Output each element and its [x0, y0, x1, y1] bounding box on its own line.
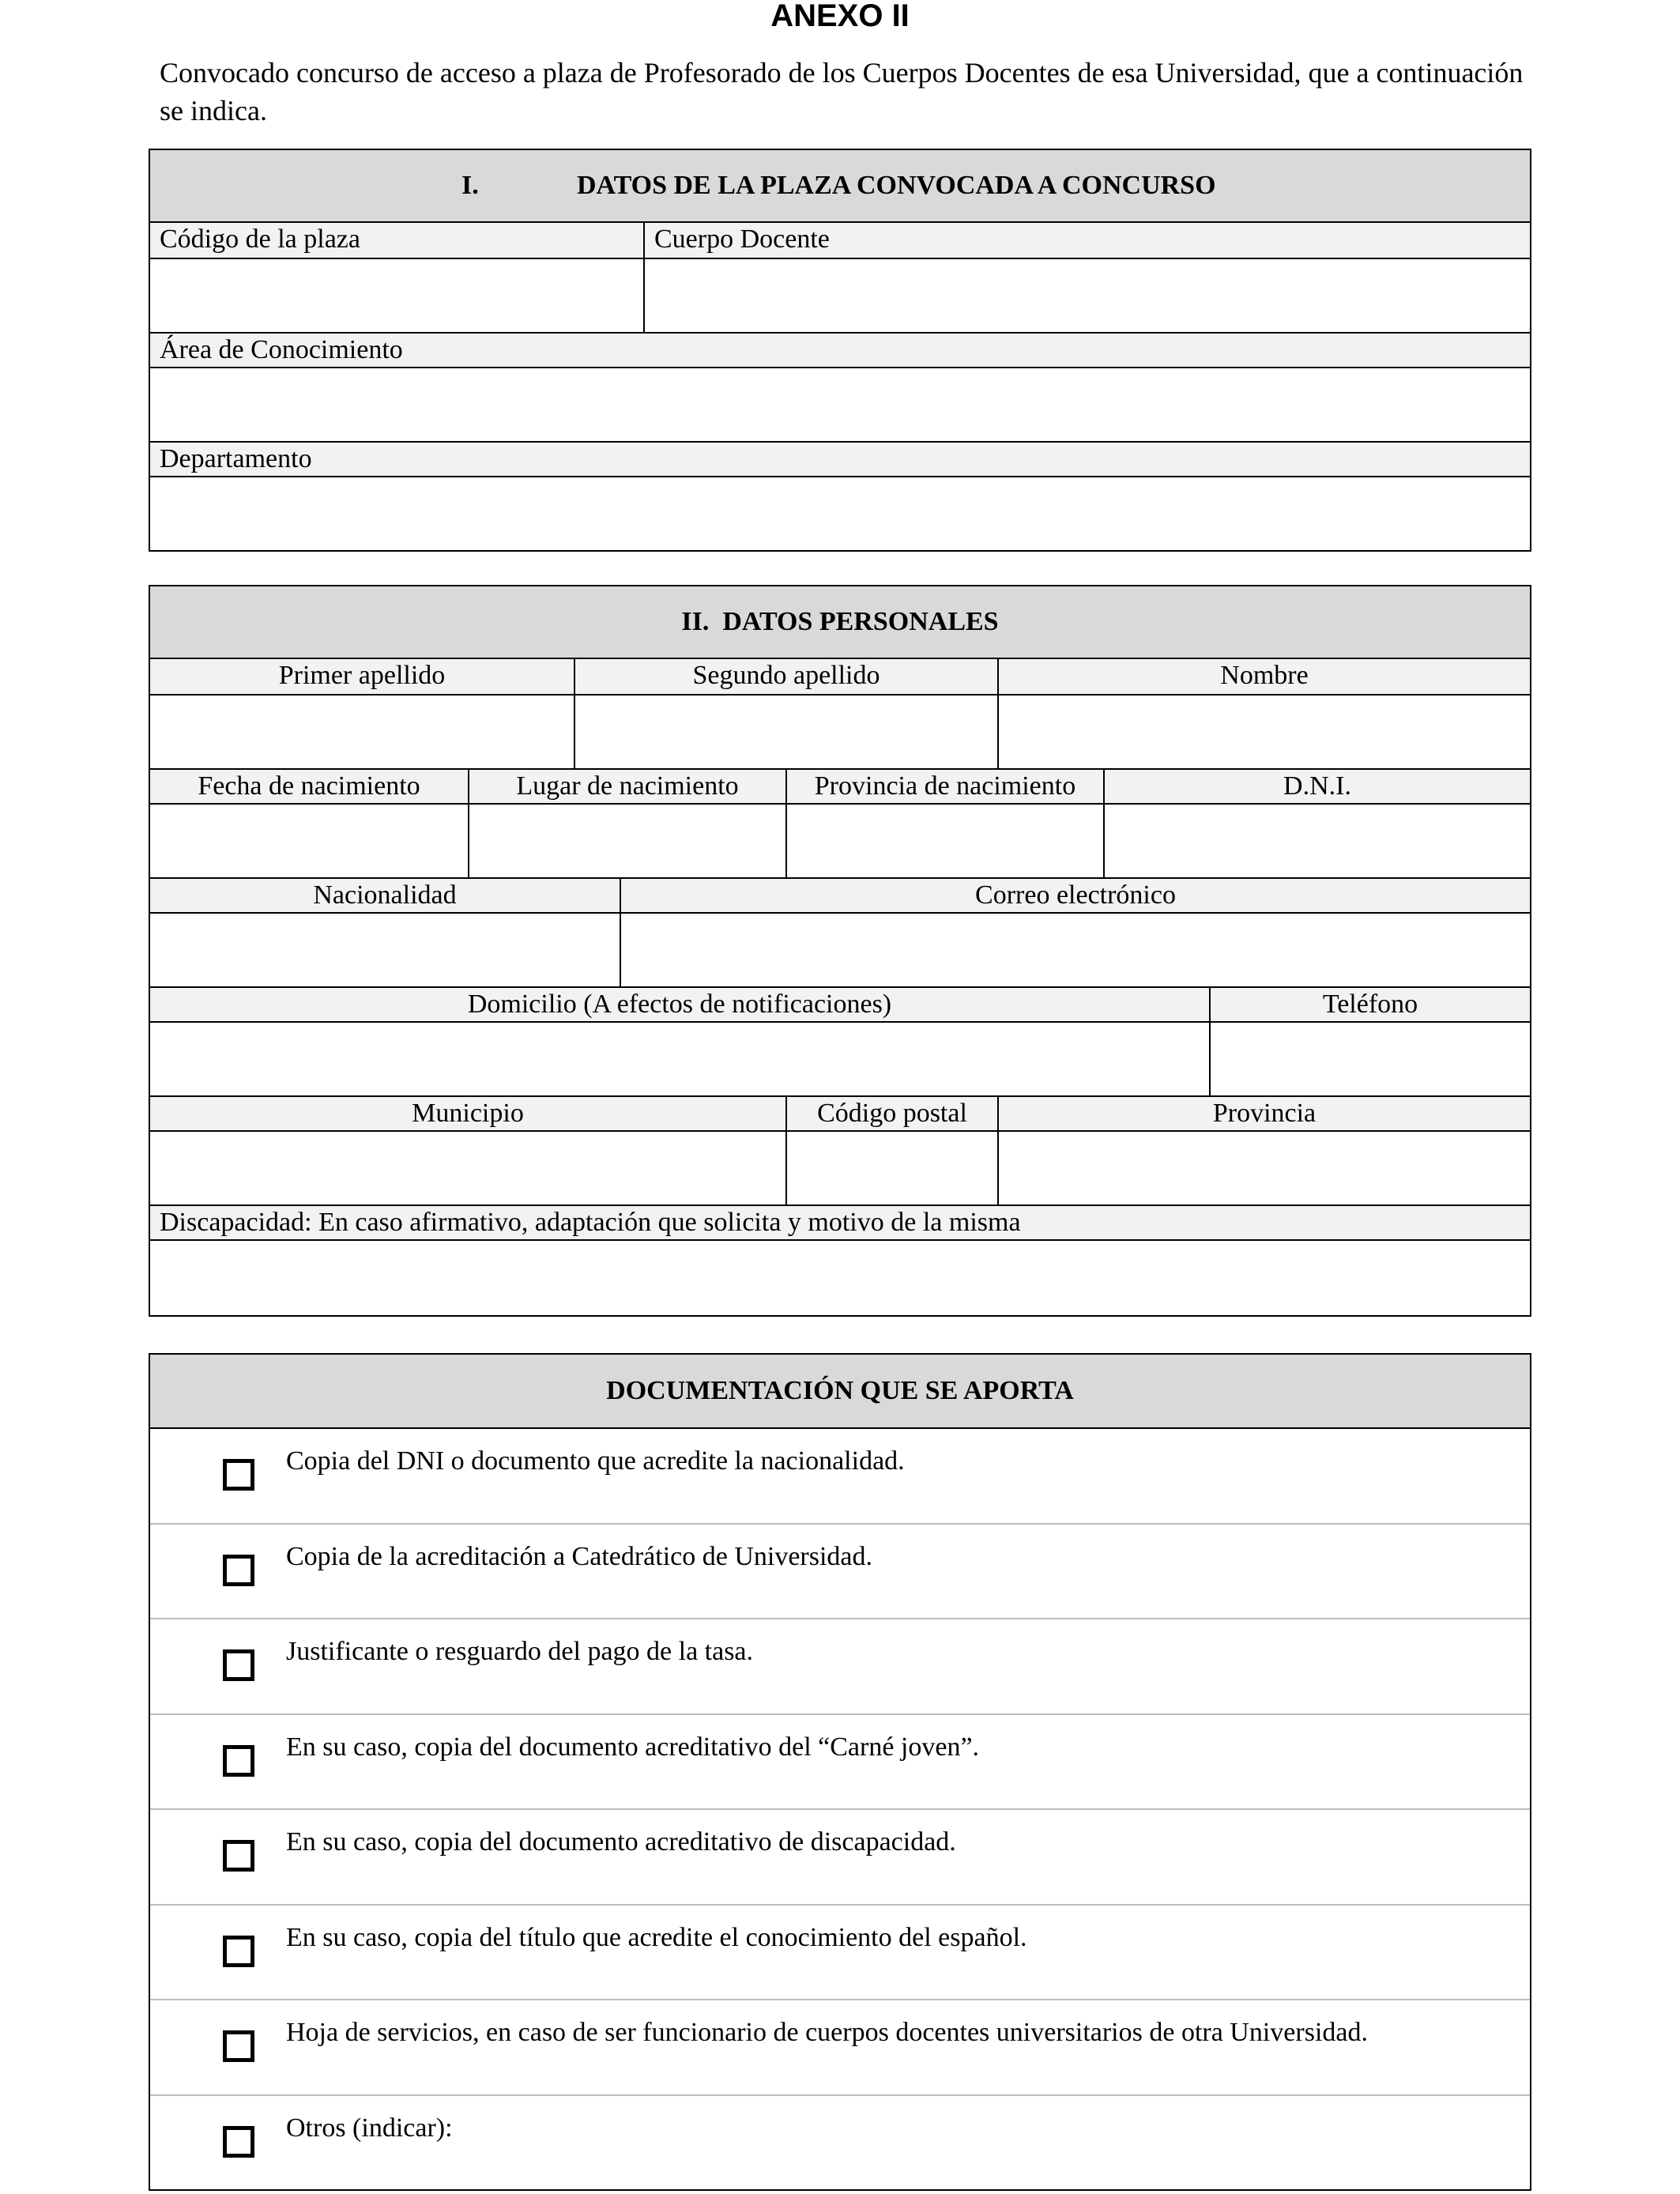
intro-text: Convocado concurso de acceso a plaza de Profesorado de los Cuerpos Docentes de esa Universidad, que a continuación se indica. — [160, 57, 1524, 126]
field-discapacidad[interactable] — [150, 1241, 1530, 1315]
field-codigo-postal[interactable] — [785, 1132, 997, 1204]
document-item — [150, 1429, 1530, 1525]
section-documentacion-header: DOCUMENTACIÓN QUE SE APORTA — [150, 1355, 1530, 1429]
field-domicilio[interactable] — [150, 1023, 1209, 1095]
field-municipio[interactable] — [150, 1132, 785, 1204]
document-checklist — [150, 1429, 1530, 2189]
label-fecha-nacimiento: Fecha de nacimiento — [150, 768, 468, 805]
label-codigo-plaza: Código de la plaza — [150, 223, 643, 259]
section-plaza-title: DATOS DE LA PLAZA CONVOCADA A CONCURSO — [577, 171, 1216, 200]
document-checkbox[interactable] — [223, 1840, 254, 1872]
label-segundo-apellido: Segundo apellido — [574, 659, 997, 696]
document-item-label: En su caso, copia del título que acredite el conocimiento del español. — [286, 1922, 1027, 1952]
field-provincia-nacimiento[interactable] — [785, 805, 1103, 877]
field-lugar-nacimiento[interactable] — [468, 805, 785, 877]
document-item — [150, 2000, 1530, 2096]
document-checkbox[interactable] — [223, 1459, 254, 1491]
label-domicilio: Domicilio (A efectos de notificaciones) — [150, 986, 1209, 1023]
document-item — [150, 1906, 1530, 2001]
document-item — [150, 2096, 1530, 2192]
field-cuerpo-docente[interactable] — [643, 259, 1530, 332]
label-codigo-postal: Código postal — [785, 1095, 997, 1132]
page-title: ANEXO II — [770, 0, 910, 33]
field-nombre[interactable] — [997, 696, 1530, 768]
document-item-label: En su caso, copia del documento acreditativo del “Carné joven”. — [286, 1732, 980, 1762]
document-item-label: Justificante o resguardo del pago de la tasa. — [286, 1637, 754, 1666]
field-fecha-nacimiento[interactable] — [150, 805, 468, 877]
label-telefono: Teléfono — [1209, 986, 1530, 1023]
label-departamento: Departamento — [150, 441, 1530, 477]
field-codigo-plaza[interactable] — [150, 259, 643, 332]
document-item-label: Copia de la acreditación a Catedrático de Universidad. — [286, 1541, 873, 1571]
document-checkbox[interactable] — [223, 1555, 254, 1586]
field-correo[interactable] — [620, 914, 1530, 986]
label-lugar-nacimiento: Lugar de nacimiento — [468, 768, 785, 805]
document-checkbox[interactable] — [223, 1936, 254, 1967]
field-segundo-apellido[interactable] — [574, 696, 997, 768]
document-item — [150, 1619, 1530, 1715]
document-item-label: Otros (indicar): — [286, 2113, 453, 2143]
section-datos-personales — [149, 585, 1531, 1317]
label-correo: Correo electrónico — [620, 877, 1530, 914]
label-dni: D.N.I. — [1103, 768, 1530, 805]
field-telefono[interactable] — [1209, 1023, 1530, 1095]
field-nacionalidad[interactable] — [150, 914, 620, 986]
document-checkbox[interactable] — [223, 2030, 254, 2062]
document-checkbox[interactable] — [223, 1649, 254, 1681]
section-plaza-number: I. — [461, 171, 479, 200]
field-primer-apellido[interactable] — [150, 696, 574, 768]
section-plaza-header — [150, 150, 1530, 223]
section-documentacion — [149, 1353, 1531, 2191]
label-cuerpo-docente: Cuerpo Docente — [643, 223, 1530, 259]
label-nacionalidad: Nacionalidad — [150, 877, 620, 914]
document-checkbox[interactable] — [223, 1745, 254, 1777]
document-item — [150, 1715, 1530, 1811]
label-primer-apellido: Primer apellido — [150, 659, 574, 696]
section-personales-header: II. DATOS PERSONALES — [150, 586, 1530, 659]
document-item-label: En su caso, copia del documento acreditativo de discapacidad. — [286, 1827, 956, 1857]
label-municipio: Municipio — [150, 1095, 785, 1132]
document-item — [150, 1525, 1530, 1620]
label-area-conocimiento: Área de Conocimiento — [150, 332, 1530, 368]
field-provincia[interactable] — [997, 1132, 1530, 1204]
label-nombre: Nombre — [997, 659, 1530, 696]
field-dni[interactable] — [1103, 805, 1530, 877]
document-item — [150, 1810, 1530, 1906]
section-plaza — [149, 149, 1531, 552]
label-provincia: Provincia — [997, 1095, 1530, 1132]
label-provincia-nacimiento: Provincia de nacimiento — [785, 768, 1103, 805]
document-checkbox[interactable] — [223, 2126, 254, 2158]
field-area-conocimiento[interactable] — [150, 368, 1530, 441]
document-item-label: Hoja de servicios, en caso de ser funcionario de cuerpos docentes universitarios de otra Universidad. — [286, 2018, 1368, 2047]
field-departamento[interactable] — [150, 477, 1530, 550]
label-discapacidad: Discapacidad: En caso afirmativo, adaptación que solicita y motivo de la misma — [150, 1204, 1530, 1241]
document-item-label: Copia del DNI o documento que acredite la nacionalidad. — [286, 1446, 905, 1476]
